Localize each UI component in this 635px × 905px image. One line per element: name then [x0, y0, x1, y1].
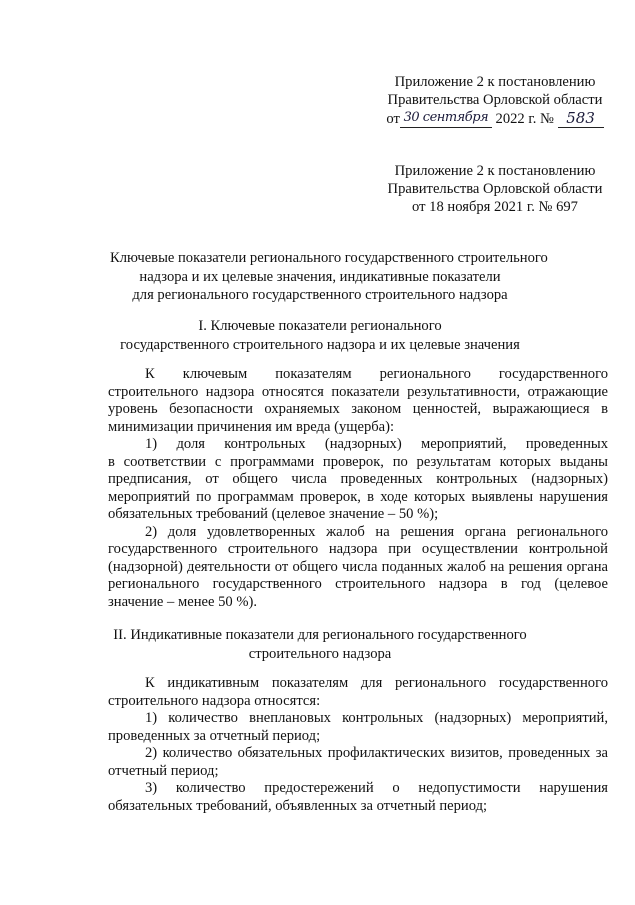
section-2-body	[108, 675, 608, 815]
appendix-line: Правительства Орловской области	[387, 181, 603, 197]
title-line: для регионального государственного строительного надзора	[132, 287, 508, 303]
list-item: в соответствии с программами проверок, по результатам которых выданы предписания, от общего числа проведенных контрольных (надзорных) мероприятий по программам проверок, в ходе которых выявлены нарушения обязательных требований (целевое значение – 50 %);	[108, 453, 608, 522]
handwritten-number: 583	[558, 109, 604, 128]
appendix-line: Приложение 2 к постановлению	[394, 163, 596, 179]
appendix-header-old	[345, 162, 635, 216]
appendix-line: от 18 ноября 2021 г. № 697	[412, 199, 578, 215]
list-item: 1) количество внеплановых контрольных (надзорных) мероприятий, проведенных за отчетный период;	[108, 710, 608, 744]
title-line: надзора и их целевые значения, индикативные показатели	[139, 268, 501, 285]
appendix-date-line	[345, 109, 635, 128]
section-2-heading	[110, 626, 530, 663]
paragraph: строительного надзора относятся показатели результативности, отражающие уровень безопасности охраняемых законом ценностей, выражающиеся в минимизации причинения им вреда (ущерба):	[108, 383, 608, 435]
heading-line: государственного строительного надзора и их целевые значения	[120, 336, 520, 353]
list-item: обязательных требований, объявленных за отчетный период;	[108, 797, 488, 814]
heading-line: II. Индикативные показатели для регионального государственного	[113, 627, 527, 643]
handwritten-date: 30 сентября	[400, 109, 492, 128]
paragraph-first-line: К ключевым показателям регионального государственного	[145, 366, 608, 382]
heading-line: I. Ключевые показатели регионального	[198, 318, 442, 334]
paragraph: К индикативным показателям для регионального государственного строительного надзора относятся:	[108, 675, 608, 709]
appendix-line: Приложение 2 к постановлению	[394, 74, 596, 90]
date-prefix: от	[386, 111, 400, 127]
list-item-first-line: 1) доля контрольных (надзорных) мероприятий, проведенных	[145, 436, 608, 452]
document-title	[110, 249, 548, 305]
section-1-body	[108, 366, 608, 611]
list-item-first-line: 3) количество предостережений о недопустимости нарушения	[145, 780, 608, 796]
title-line: Ключевые показатели регионального государственного строительного	[110, 250, 548, 266]
heading-line: строительного надзора	[248, 645, 392, 662]
list-item: 2) количество обязательных профилактических визитов, проведенных за отчетный период;	[108, 745, 608, 779]
date-year: 2022 г. №	[495, 111, 554, 127]
appendix-line: Правительства Орловской области	[387, 92, 603, 108]
list-item: 2) доля удовлетворенных жалоб на решения органа регионального государственного строительного надзора при осуществлении контрольной (надзорной) деятельности от общего числа поданных жалоб на решения органа регионального государственного строительного надзора в год (целевое значение – менее 50 %).	[108, 523, 608, 610]
section-1-heading	[110, 317, 530, 354]
appendix-header-new	[345, 73, 635, 128]
